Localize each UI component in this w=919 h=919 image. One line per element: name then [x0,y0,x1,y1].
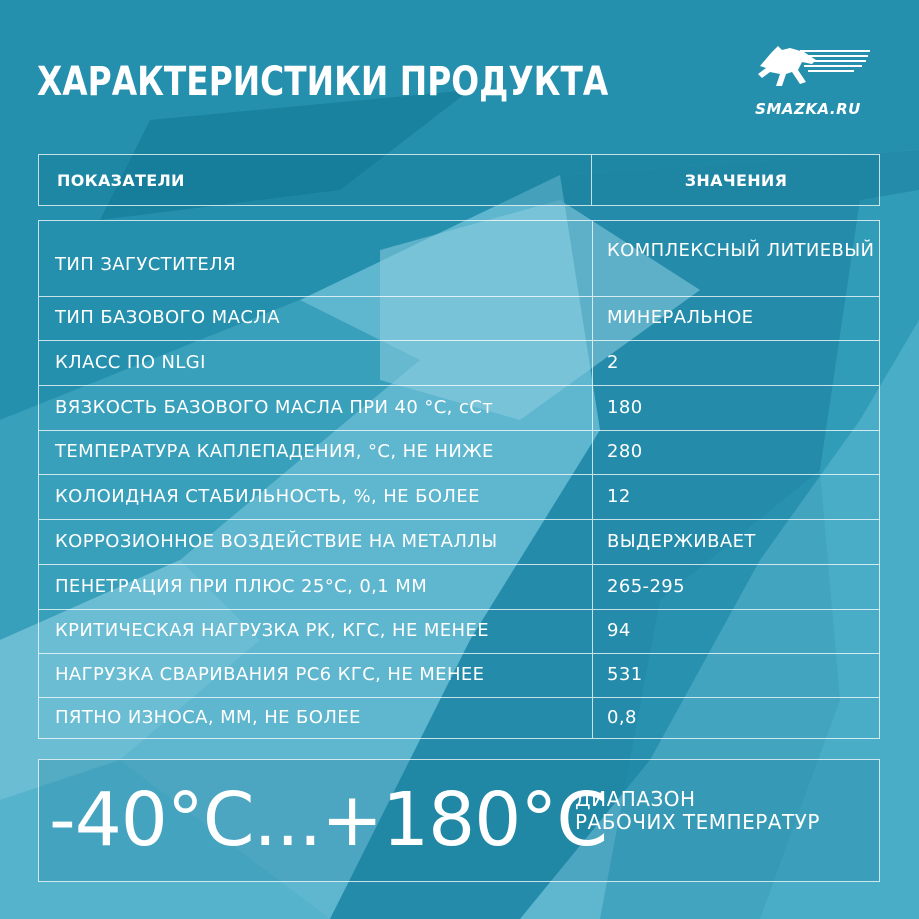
row-label: НАГРУЗКА СВАРИВАНИЯ РС6 КГС, НЕ МЕНЕЕ [55,664,485,686]
temperature-range-label [575,788,820,834]
row-value: 265-295 [592,565,879,609]
row-value: 94 [592,610,879,653]
row-value: 2 [592,341,879,385]
row-value: КОМПЛЕКСНЫЙ ЛИТИЕВЫЙ [592,221,879,296]
row-value: 12 [592,475,879,519]
table-row [39,610,879,654]
table-header [38,154,880,206]
table-row [39,431,879,475]
table-row [39,386,879,431]
table-row [39,221,879,297]
row-label: ТИП БАЗОВОГО МАСЛА [55,307,280,329]
row-value: 280 [592,431,879,474]
table-row [39,520,879,565]
row-label: ТЕМПЕРАТУРА КАПЛЕПАДЕНИЯ, °С, НЕ НИЖЕ [55,441,494,463]
table-row [39,475,879,520]
row-label: ПЕНЕТРАЦИЯ ПРИ ПЛЮС 25°С, 0,1 ММ [55,575,428,597]
specs-table [38,220,880,739]
row-value: ВЫДЕРЖИВАЕТ [592,520,879,564]
header-values: ЗНАЧЕНИЯ [591,155,880,205]
table-row [39,565,879,610]
temperature-label-line2: РАБОЧИХ ТЕМПЕРАТУР [575,810,820,834]
row-value: 0,8 [592,698,879,738]
table-row [39,341,879,386]
brand-logo [742,38,874,128]
temperature-label-line1: ДИАПАЗОН [575,787,696,811]
row-value: 531 [592,654,879,697]
table-row [39,654,879,698]
row-label: КЛАСС ПО NLGI [55,351,206,373]
page-title: ХАРАКТЕРИСТИКИ ПРОДУКТА [37,59,609,105]
temperature-range-box [38,759,880,882]
header-parameters: ПОКАЗАТЕЛИ [57,171,185,190]
row-value: 180 [592,386,879,430]
row-label: КОРРОЗИОННОЕ ВОЗДЕЙСТВИЕ НА МЕТАЛЛЫ [55,530,498,552]
brand-name: SMAZKA.RU [755,100,861,118]
row-label: ПЯТНО ИЗНОСА, ММ, НЕ БОЛЕЕ [55,706,361,728]
row-value: МИНЕРАЛЬНОЕ [592,297,879,340]
temperature-range-value: -40°C...+180°C [49,777,608,863]
row-label: ВЯЗКОСТЬ БАЗОВОГО МАСЛА ПРИ 40 °С, сСт [55,396,494,418]
horse-icon [742,38,874,98]
row-label: КРИТИЧЕСКАЯ НАГРУЗКА РК, КГС, НЕ МЕНЕЕ [55,620,490,642]
row-label: КОЛОИДНАЯ СТАБИЛЬНОСТЬ, %, НЕ БОЛЕЕ [55,485,480,507]
table-row [39,297,879,341]
row-label: ТИП ЗАГУСТИТЕЛЯ [55,254,236,276]
table-row [39,698,879,738]
